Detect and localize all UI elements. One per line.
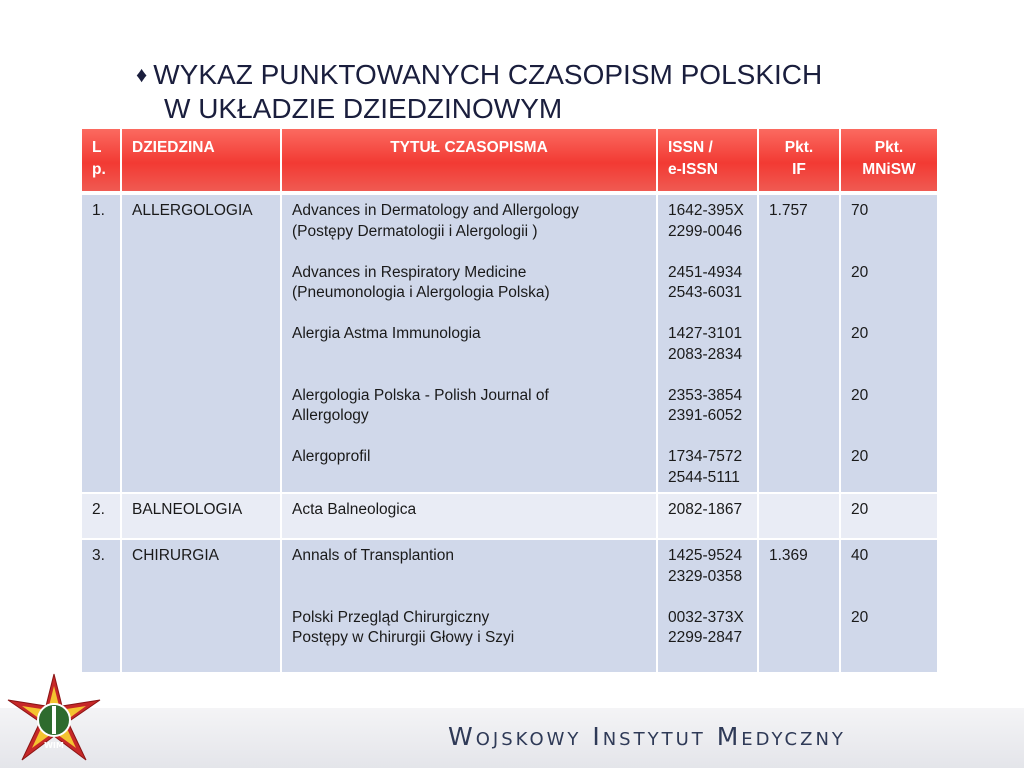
journal-title: Advances in Dermatology and Allergology (Postępy Dermatologii i Alergologii ) <box>292 202 579 240</box>
cell-titles <box>281 193 657 493</box>
cell-mnisw: 20 <box>840 493 938 539</box>
cell-lp: 1. <box>81 193 121 493</box>
table-row <box>81 193 938 493</box>
journal-title: Alergologia Polska - Polish Journal of Allergology <box>292 386 549 424</box>
table-row <box>81 493 938 539</box>
header-lp: L p. <box>81 128 121 193</box>
header-field: DZIEDZINA <box>121 128 281 193</box>
header-mnisw: Pkt. MNiSW <box>840 128 938 193</box>
table-row <box>81 539 938 673</box>
cell-titles: Acta Balneologica <box>281 493 657 539</box>
cell-field: ALLERGOLOGIA <box>121 193 281 493</box>
cell-field: CHIRURGIA <box>121 539 281 673</box>
journals-table <box>80 127 939 674</box>
table-header-row <box>81 128 938 193</box>
header-issn: ISSN / e-ISSN <box>657 128 758 193</box>
cell-mnisw: 40 20 <box>840 539 938 673</box>
cell-lp: 2. <box>81 493 121 539</box>
institute-name: Wojskowy Instytut Medyczny <box>448 722 846 751</box>
cell-field: BALNEOLOGIA <box>121 493 281 539</box>
page-title-line-2: W UKŁADZIE DZIEDZINOWYM <box>164 93 563 124</box>
page-title <box>136 58 822 126</box>
journal-title: Advances in Respiratory Medicine (Pneumonologia i Alergologia Polska) <box>292 263 550 301</box>
cell-issn: 2082-1867 <box>657 493 758 539</box>
cell-issn: 1642-395X 2299-0046 2451-4934 2543-6031 1427-3101 2083-2834 2353-3854 2391-6052 1734-7572 2544-5111 <box>657 193 758 493</box>
journal-title: Polski Przegląd Chirurgiczny Postępy w Chirurgii Głowy i Szyi <box>292 608 515 646</box>
cell-mnisw: 70 20 20 20 20 <box>840 193 938 493</box>
page-title-line-1: WYKAZ PUNKTOWANYCH CZASOPISM POLSKICH <box>153 59 823 90</box>
svg-text:WIM: WIM <box>44 741 64 750</box>
cell-issn: 1425-9524 2329-0358 0032-373X 2299-2847 <box>657 539 758 673</box>
diamond-bullet-icon: ♦ <box>136 62 148 87</box>
cell-if <box>758 493 840 539</box>
header-title: TYTUŁ CZASOPISMA <box>281 128 657 193</box>
cell-if: 1.369 <box>758 539 840 673</box>
header-if: Pkt. IF <box>758 128 840 193</box>
cell-if: 1.757 <box>758 193 840 493</box>
journal-title: Alergoprofil <box>292 448 371 465</box>
journal-title: Annals of Transplantion <box>292 547 454 564</box>
cell-lp: 3. <box>81 539 121 673</box>
wim-emblem-icon <box>6 672 102 764</box>
journal-title: Alergia Astma Immunologia <box>292 325 481 342</box>
cell-titles <box>281 539 657 673</box>
